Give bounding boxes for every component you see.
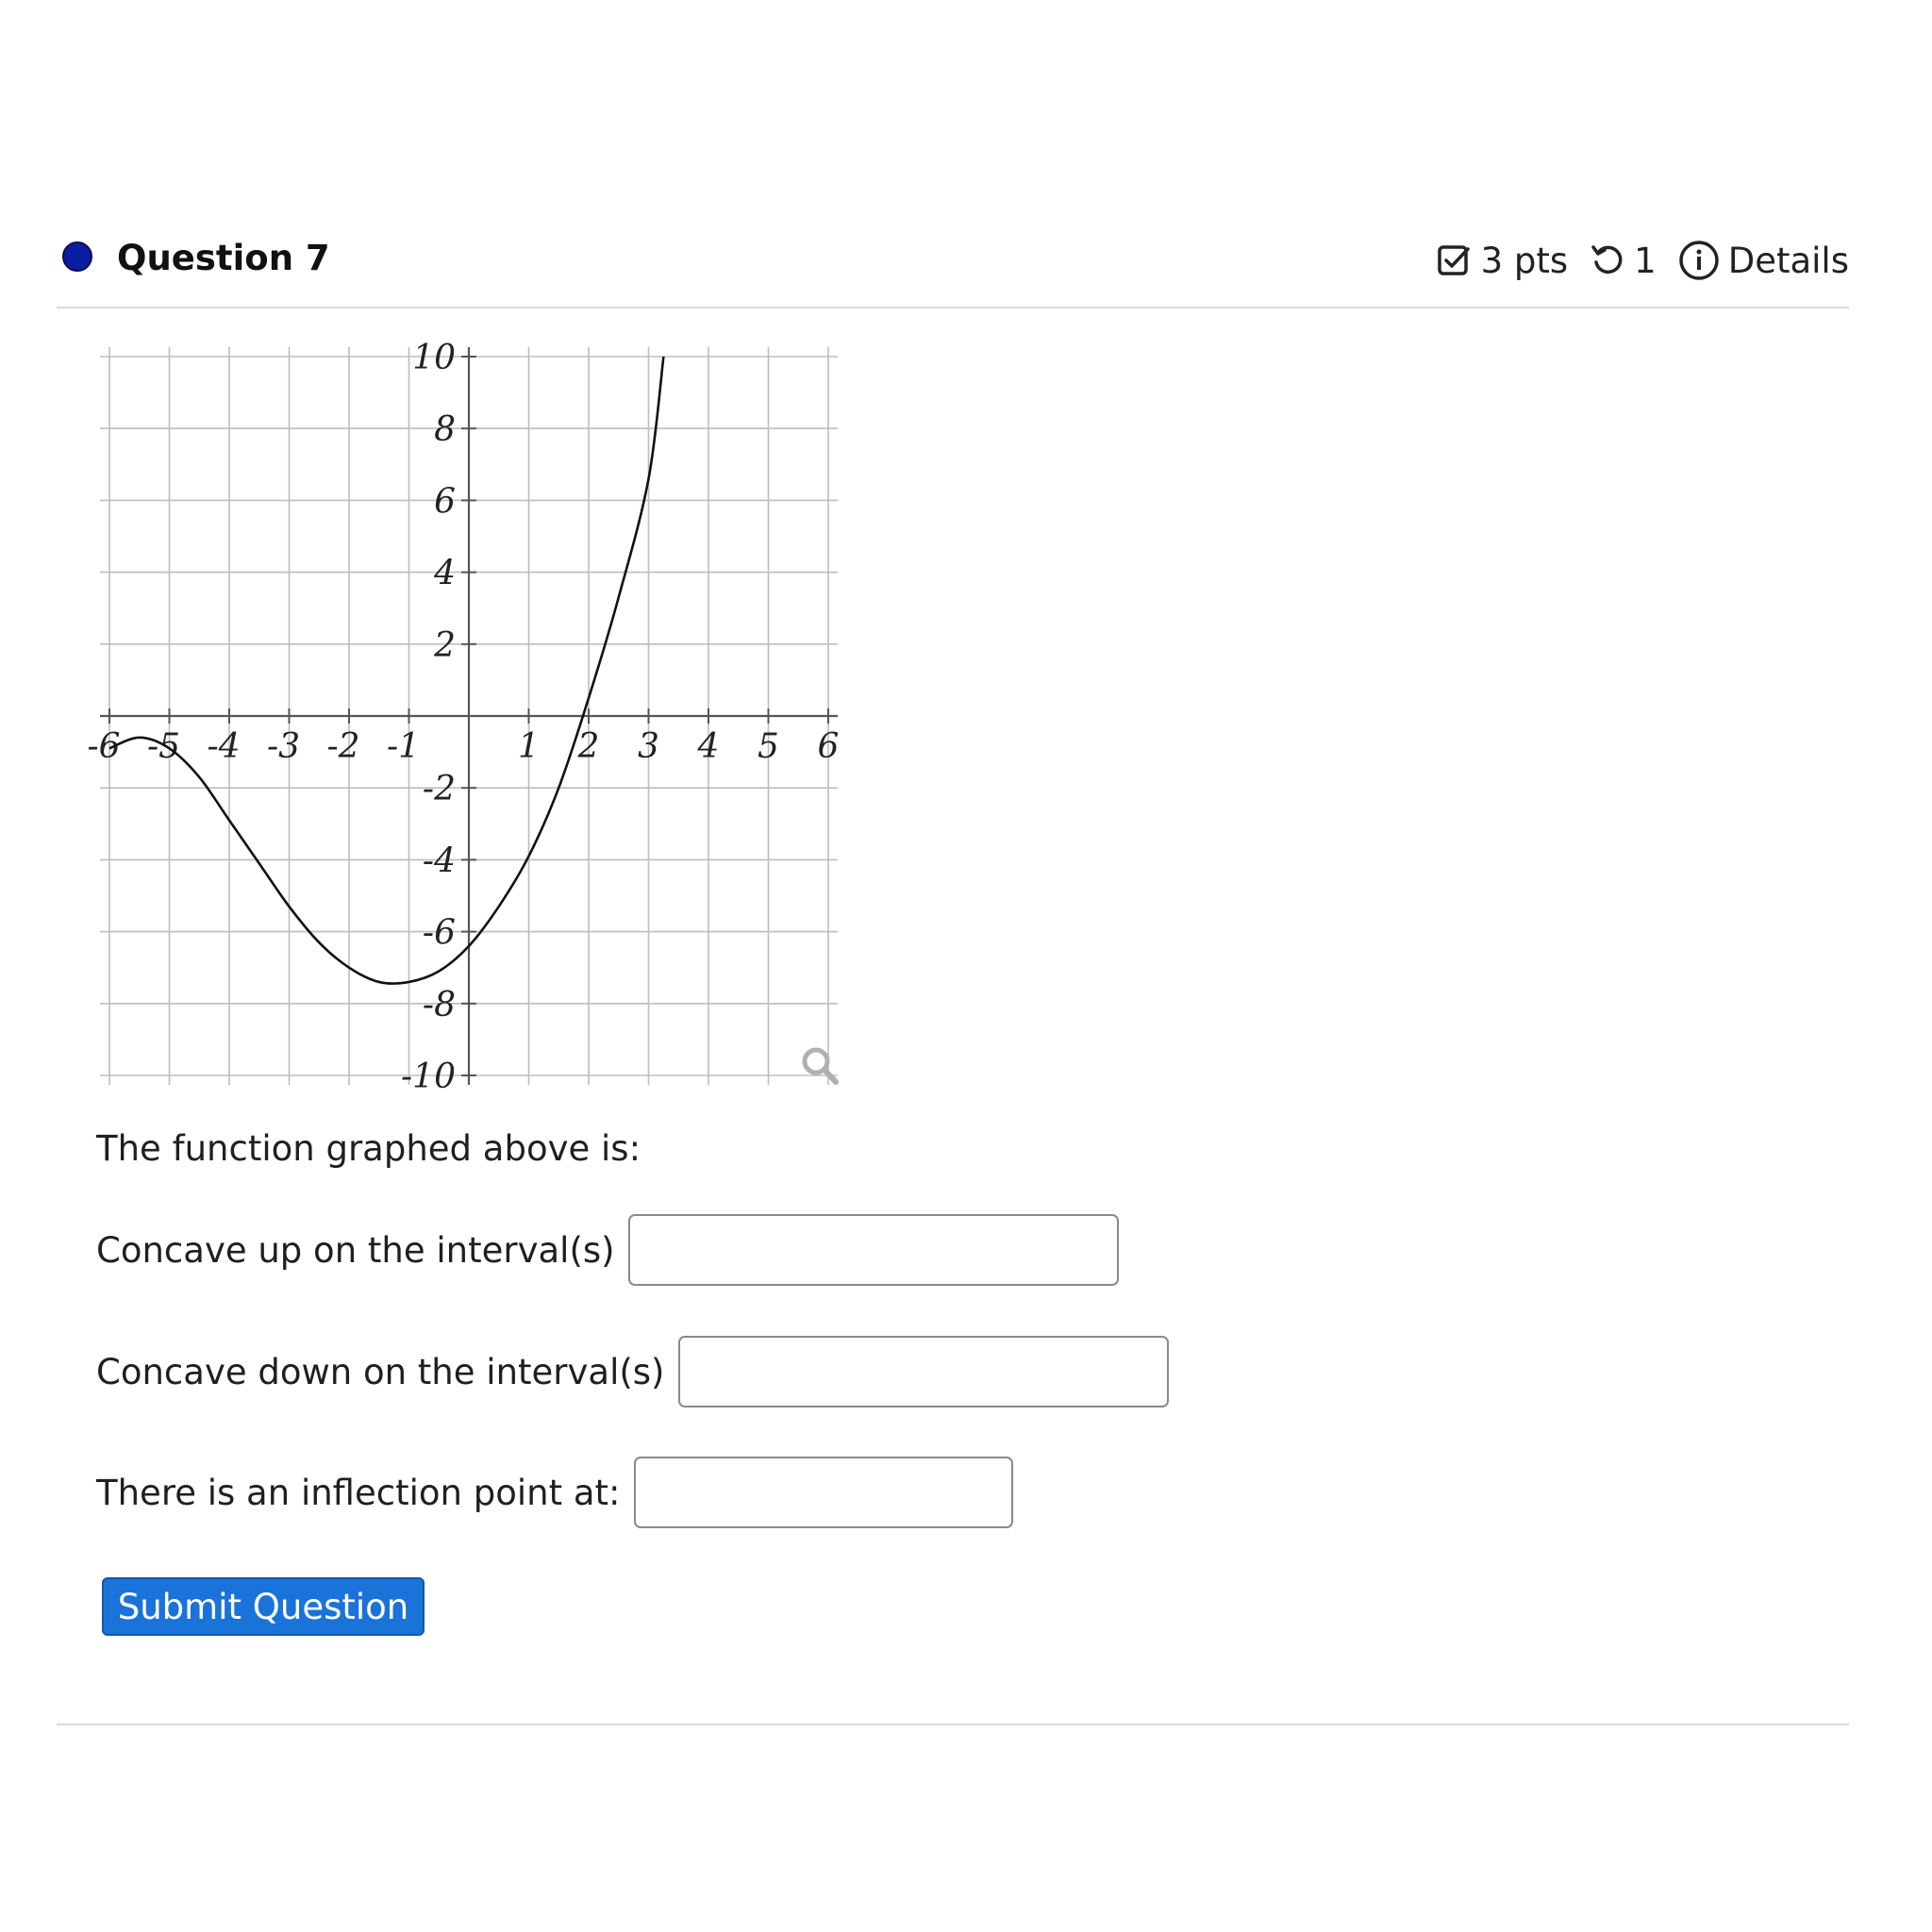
x-tick-label: 1 <box>518 727 540 766</box>
details-label: Details <box>1727 240 1849 281</box>
question-prompt: The function graphed above is: <box>96 1128 641 1169</box>
y-tick-label: -10 <box>401 1058 456 1096</box>
y-tick-label: 10 <box>412 339 456 377</box>
question-header <box>57 226 1849 302</box>
y-tick-label: 4 <box>434 554 456 593</box>
x-tick-label: 5 <box>758 727 779 766</box>
y-tick-label: -8 <box>422 985 456 1024</box>
y-tick-label: 2 <box>434 625 456 665</box>
concave-down-input[interactable] <box>678 1336 1169 1407</box>
question-meta <box>1415 234 1849 287</box>
question-title: Question 7 <box>117 238 330 278</box>
x-tick-label: -3 <box>266 727 301 766</box>
inflection-input[interactable] <box>634 1457 1013 1528</box>
concave-down-row <box>96 1336 1169 1407</box>
y-tick-label: -2 <box>422 770 456 809</box>
x-tick-label: -1 <box>386 727 421 766</box>
x-tick-label: 2 <box>577 727 600 766</box>
points-group <box>1436 241 1569 281</box>
inflection-label: There is an inflection point at: <box>96 1472 621 1513</box>
retry-icon <box>1589 242 1626 279</box>
x-tick-label: 6 <box>817 727 840 766</box>
y-tick-label: 8 <box>434 410 456 450</box>
checkbox-icon <box>1436 242 1474 279</box>
function-curve <box>109 357 663 984</box>
y-tick-label: -4 <box>422 841 456 881</box>
x-tick-label: -4 <box>207 727 241 766</box>
status-dot <box>62 242 92 272</box>
x-tick-label: -6 <box>87 727 121 766</box>
y-tick-label: 6 <box>434 482 456 522</box>
concave-up-label: Concave up on the interval(s) <box>96 1229 615 1271</box>
concave-down-label: Concave down on the interval(s) <box>96 1351 665 1392</box>
x-tick-label: 4 <box>697 727 720 766</box>
bottom-divider <box>57 1724 1849 1725</box>
attempts-text: 1 <box>1634 240 1657 281</box>
attempts-group <box>1589 241 1657 281</box>
y-tick-label: -6 <box>422 913 456 953</box>
info-icon <box>1677 239 1721 282</box>
concave-up-input[interactable] <box>628 1214 1119 1286</box>
top-divider <box>57 307 1849 308</box>
concave-up-row <box>96 1214 1119 1286</box>
submit-question-button[interactable]: Submit Question <box>102 1577 425 1636</box>
function-graph <box>87 339 849 1096</box>
inflection-row <box>96 1457 1013 1528</box>
points-text: 3 pts <box>1480 240 1569 281</box>
x-tick-label: 3 <box>638 727 659 766</box>
magnifier-icon[interactable] <box>805 1050 836 1082</box>
x-tick-label: -2 <box>326 727 360 766</box>
x-tick-label: -5 <box>146 727 181 766</box>
details-button[interactable] <box>1677 239 1849 282</box>
